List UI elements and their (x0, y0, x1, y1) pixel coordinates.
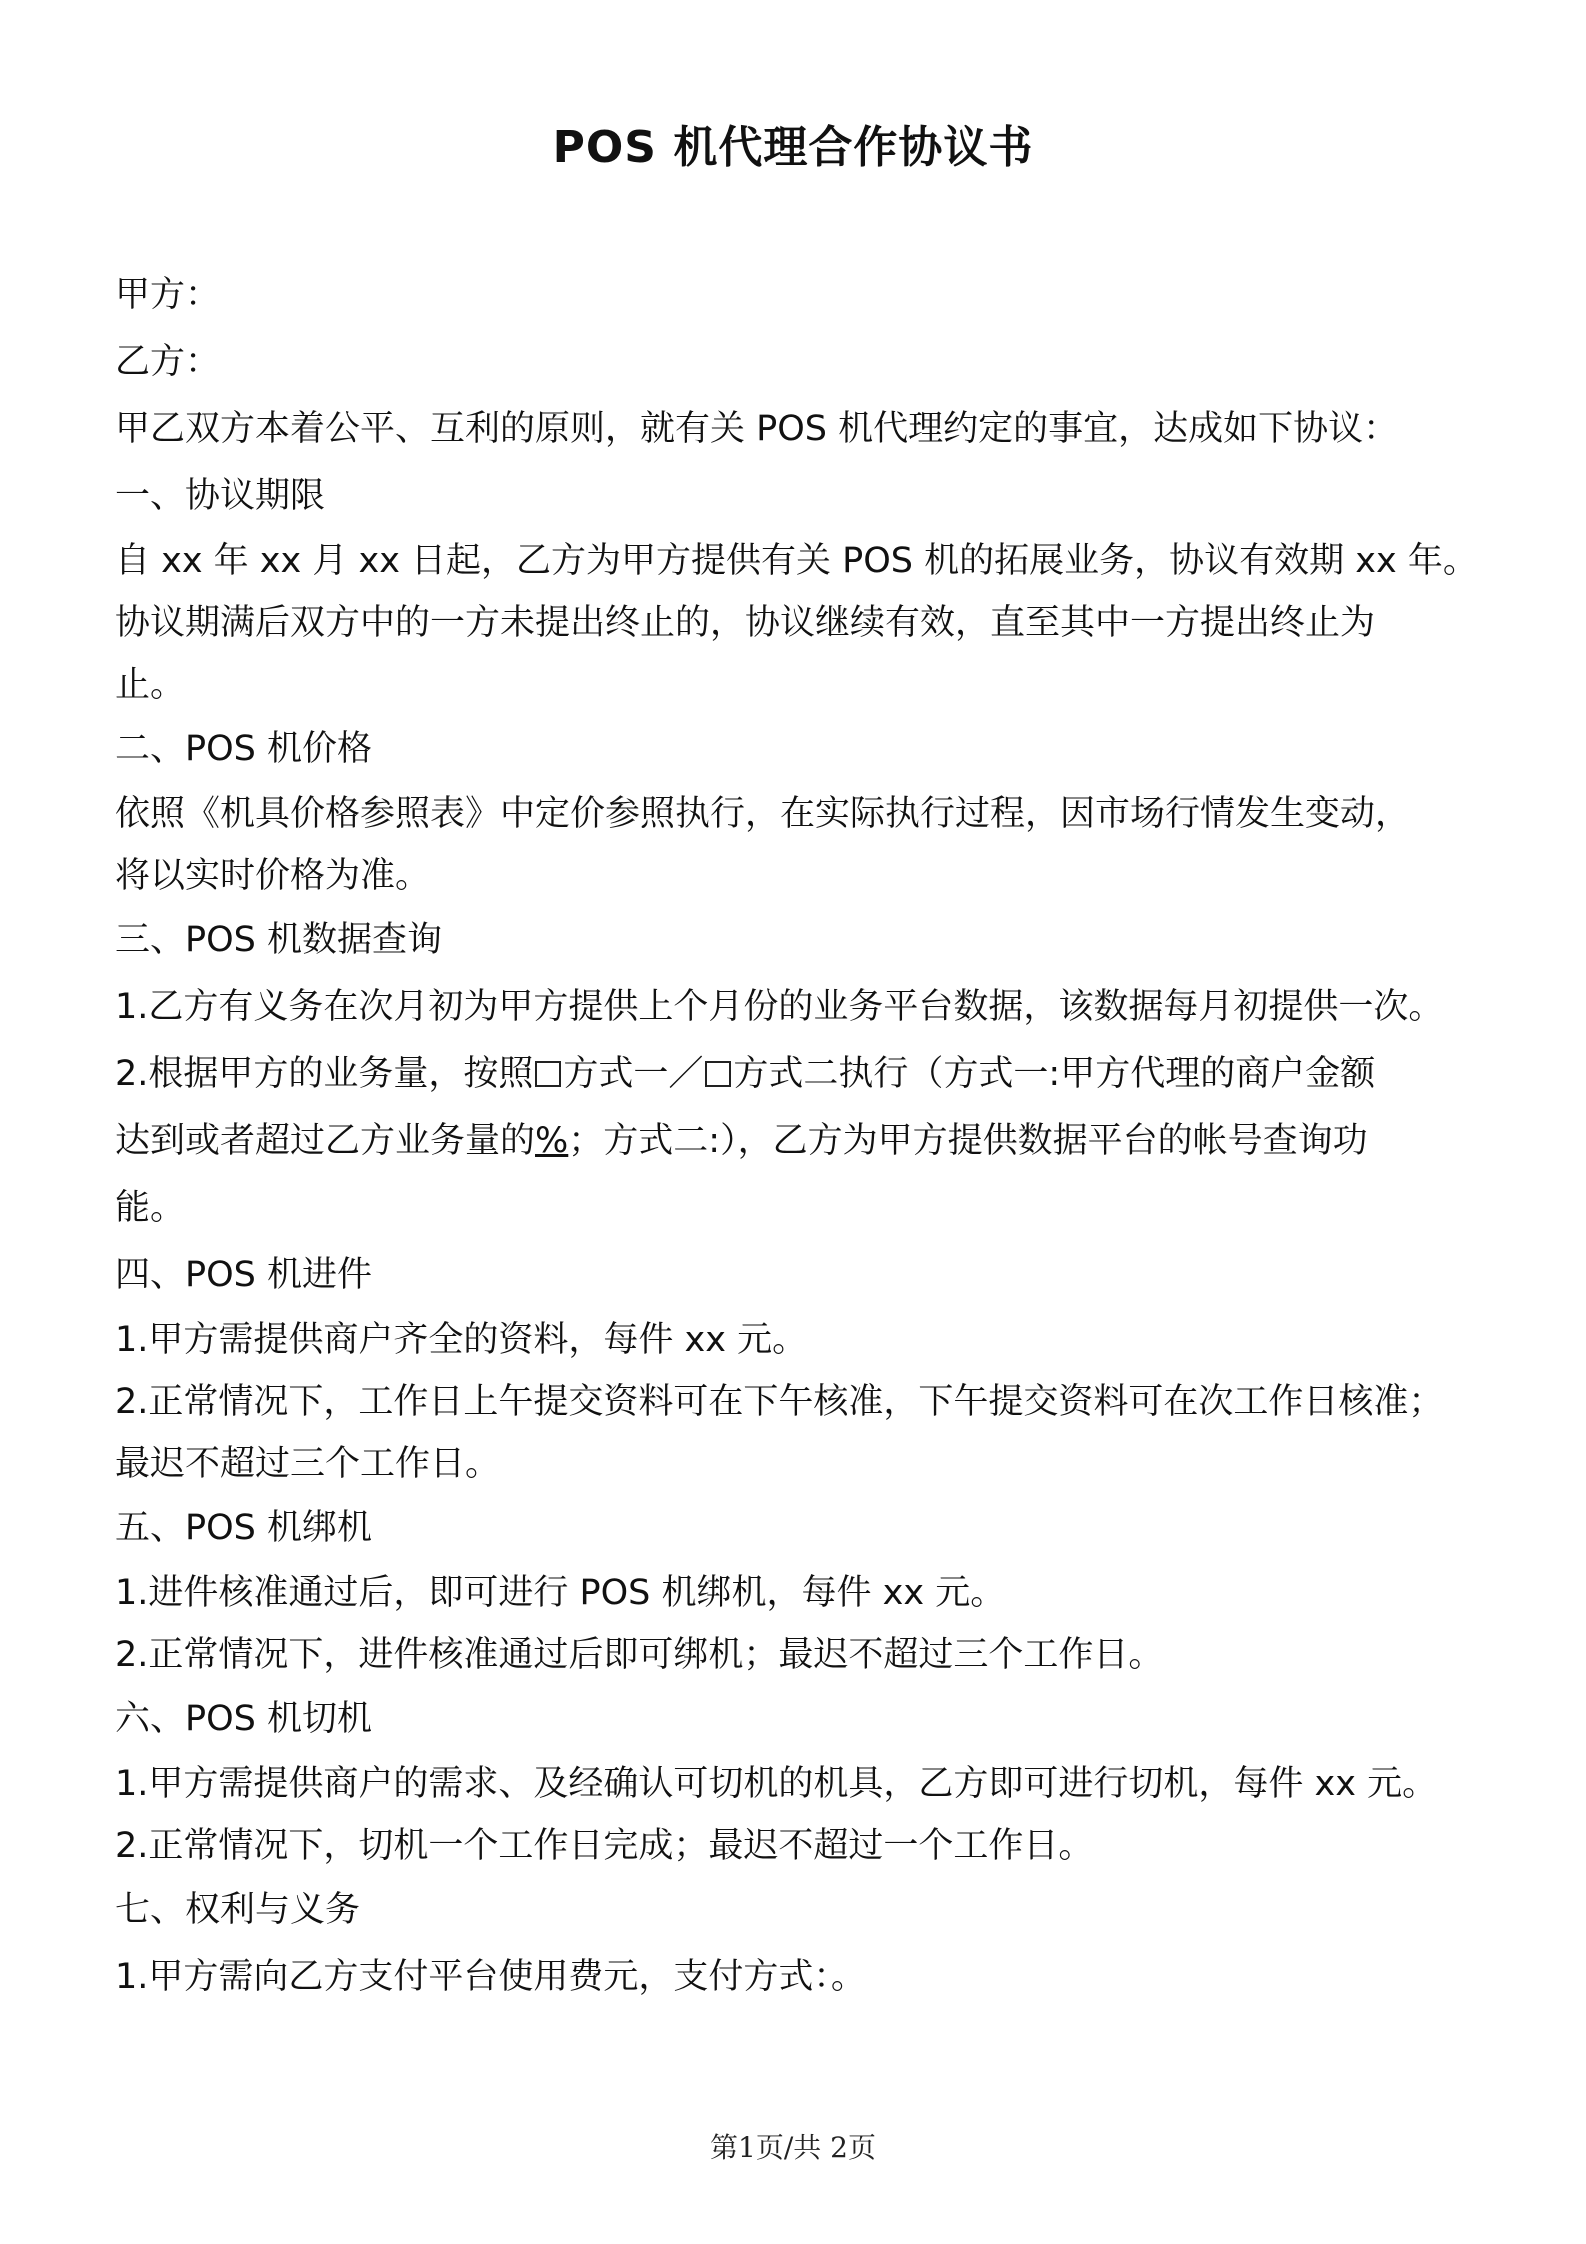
section-body (115, 530, 1515, 716)
body-line: 能。 (115, 1188, 186, 1228)
body-text: 达到或者超过乙方业务量的 (115, 1121, 536, 1161)
checkbox-option-2[interactable] (705, 1061, 731, 1087)
checkbox-option-1[interactable] (535, 1061, 561, 1087)
body-line: 依照《机具价格参照表》中定价参照执行，在实际执行过程，因市场行情发生变动， (115, 794, 1411, 834)
body-line: 2.正常情况下，进件核准通过后即可绑机；最迟不超过三个工作日。 (115, 1635, 1164, 1675)
body-line (115, 1108, 1515, 1175)
section-heading: 一、协议期限 (115, 476, 326, 516)
party-b-label: 乙方： (115, 342, 221, 382)
percent-mark: % (535, 1121, 569, 1161)
body-line-options (115, 1041, 1515, 1108)
party-a-label: 甲方： (115, 275, 221, 315)
body-text: 方式二执行（方式一:甲方代理的商户金额 (733, 1054, 1376, 1094)
section-body (115, 1753, 1515, 1877)
body-line: 2.正常情况下，切机一个工作日完成；最迟不超过一个工作日。 (115, 1826, 1094, 1866)
body-line: 1.甲方需提供商户的需求、及经确认可切机的机具，乙方即可进行切机，每件 xx 元。 (115, 1764, 1438, 1804)
body-line: 1.进件核准通过后，即可进行 POS 机绑机，每件 xx 元。 (115, 1573, 1006, 1613)
section-body (115, 783, 1515, 907)
section-heading: 三、POS 机数据查询 (115, 920, 442, 960)
body-line: 2.正常情况下，工作日上午提交资料可在下午核准，下午提交资料可在次工作日核准； (115, 1382, 1444, 1422)
page-footer: 第1页/共 2页 (710, 2131, 876, 2164)
section-body (115, 1309, 1515, 1495)
body-line: 1.甲方需提供商户齐全的资料，每件 xx 元。 (115, 1320, 808, 1360)
section-heading: 六、POS 机切机 (115, 1699, 372, 1739)
section-heading: 五、POS 机绑机 (115, 1508, 372, 1548)
section-heading: 四、POS 机进件 (115, 1255, 372, 1295)
body-line: 协议期满后双方中的一方未提出终止的，协议继续有效，直至其中一方提出终止为 (115, 603, 1376, 643)
section-heading: 二、POS 机价格 (115, 729, 372, 769)
intro-paragraph: 甲乙双方本着公平、互利的原则，就有关 POS 机代理约定的事宜，达成如下协议： (115, 409, 1399, 449)
body-line: 1.甲方需向乙方支付平台使用费元，支付方式：。 (115, 1957, 866, 1997)
section-heading: 七、权利与义务 (115, 1890, 361, 1930)
document-body (115, 262, 1515, 2011)
body-line: 最迟不超过三个工作日。 (115, 1444, 501, 1484)
body-text: 2.根据甲方的业务量，按照 (115, 1054, 534, 1094)
body-line: 1.乙方有义务在次月初为甲方提供上个月份的业务平台数据，该数据每月初提供一次。 (115, 987, 1444, 1027)
body-line: 自 xx 年 xx 月 xx 日起，乙方为甲方提供有关 POS 机的拓展业务，协议有效期 xx 年。 (115, 541, 1478, 581)
body-line: 止。 (115, 665, 186, 705)
body-line: 将以实时价格为准。 (115, 856, 431, 896)
body-text: 方式一／ (563, 1054, 704, 1094)
section-body (115, 1562, 1515, 1686)
document-title: POS 机代理合作协议书 (552, 122, 1034, 173)
body-text: ；方式二:），乙方为甲方提供数据平台的帐号查询功 (568, 1121, 1368, 1161)
